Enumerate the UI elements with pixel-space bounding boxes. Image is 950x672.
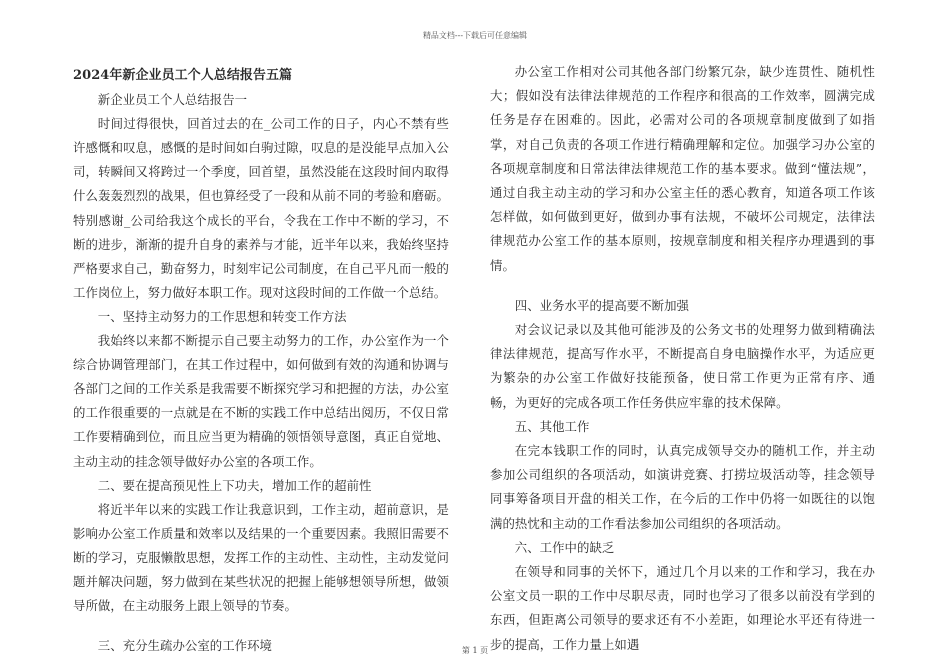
- section-heading: 一、坚持主动努力的工作思想和转变工作方法: [97, 308, 347, 324]
- body-paragraph: 将近半年以来的实践工作让我意识到，工作主动，超前意识，是影响办公室工作质量和效率以及结果的一个重要因素。我照旧需要不断的学习，克服懒散思想，发挥工作的主动性、主动性，主动发觉问题并解决问题，努力做到在某些状况的把握上能够想领导所想，做领导所做，在主动服务上跟上领导的节奏。: [73, 501, 449, 614]
- page-header: 精品文档---下载后可任意编辑: [422, 31, 528, 40]
- section-heading: 五、其他工作: [514, 418, 590, 434]
- body-paragraph: 在完本钱职工作的同时，认真完成领导交办的随机工作，并主动参加公司组织的各项活动，如演讲竞赛、打捞垃圾活动等，挂念领导同事筹备项目开盘的相关工作，在今后的工作中仍将一如既往的以饱满的热忱和主动的工作看法参加公司组织的各项活动。: [490, 443, 875, 531]
- section-heading: 六、工作中的缺乏: [514, 539, 615, 555]
- body-paragraph: 对会议记录以及其他可能涉及的公务文书的处理努力做到精确法律法律规范，提高写作水平，不断提高自身电脑操作水平，为适应更为繁杂的办公室工作做好技能预备，使日常工作更为正常有序、通畅，为更好的完成各项工作任务供应牢靠的技术保障。: [490, 322, 875, 410]
- paragraph-gap: [73, 618, 449, 634]
- right-column: [490, 60, 875, 657]
- body-paragraph: 在领导和同事的关怀下，通过几个月以来的工作和学习，我在办公室文员一职的工作中尽职尽责，同时也学习了很多以前没有学到的东西，但距离公司领导的要求还有不小差距，如理论水平还有待进一步的提高，工作力量上如遇: [490, 564, 875, 652]
- section-heading: 四、业务水平的提高要不断加强: [514, 297, 689, 313]
- left-column: [73, 64, 449, 658]
- document-title: 2024年新企业员工个人总结报告五篇: [73, 68, 293, 83]
- right-column-body: [490, 60, 875, 657]
- section-heading: 新企业员工个人总结报告一: [97, 92, 248, 108]
- section-heading: 三、充分生疏办公室的工作环境: [97, 638, 272, 654]
- body-paragraph: 办公室工作相对公司其他各部门纷繁冗杂，缺少连贯性、随机性大；假如没有法律法律规范的工作程序和很高的工作效率，圆满完成任务是存在困难的。因此，必需对公司的各项规章制度做到了如指掌，对自己负责的各项工作进行精确理解和定位。加强学习办公室的各项规章制度和日常法律法律规范工作的基本要求。做到“懂法规”，通过自我主动主动的学习和办公室主任的悉心教育，知道各项工作该怎样做，如何做到更好，做到办事有法规，不破坏公司规定，法律法律规范办公室工作的基本原则，按规章制度和相关程序办理遇到的事情。: [490, 64, 875, 273]
- left-column-body: [73, 88, 449, 658]
- paragraph-gap: [490, 278, 875, 294]
- body-paragraph: 我始终以来都不断提示自己要主动努力的工作，办公室作为一个综合协调管理部门，在其工作过程中，如何做到有效的沟通和协调与各部门之间的工作关系是我需要不断探究学习和把握的方法，办公室的工作很重要的一点就是在不断的实践工作中总结出阅历，不仅日常工作要精确到位，而且应当更为精确的领悟领导意图，真正自觉地、主动主动的挂念领导做好办公室的各项工作。: [73, 333, 449, 469]
- page-footer: 第 1 页: [461, 646, 489, 655]
- body-paragraph: 时间过得很快，回首过去的在_公司工作的日子，内心不禁有些许感慨和叹息，感慨的是时间如白驹过隙，叹息的是没能早点加入公司，转瞬间又将跨过一个季度，回首望，虽然没能在这段时间内取得什么轰轰烈烈的战果，但也算经受了一段和从前不同的考验和磨砺。特别感谢_公司给我这个成长的平台，令我在工作中不断的学习，不断的进步，渐渐的提升自身的素养与才能，近半年以来，我始终坚持严格要求自己，勤奋努力，时刻牢记公司制度，在自己平凡而一般的工作岗位上，努力做好本职工作。现对这段时间的工作做一个总结。: [73, 116, 449, 300]
- section-heading: 二、要在提高预见性上下功夫，增加工作的超前性: [97, 477, 372, 493]
